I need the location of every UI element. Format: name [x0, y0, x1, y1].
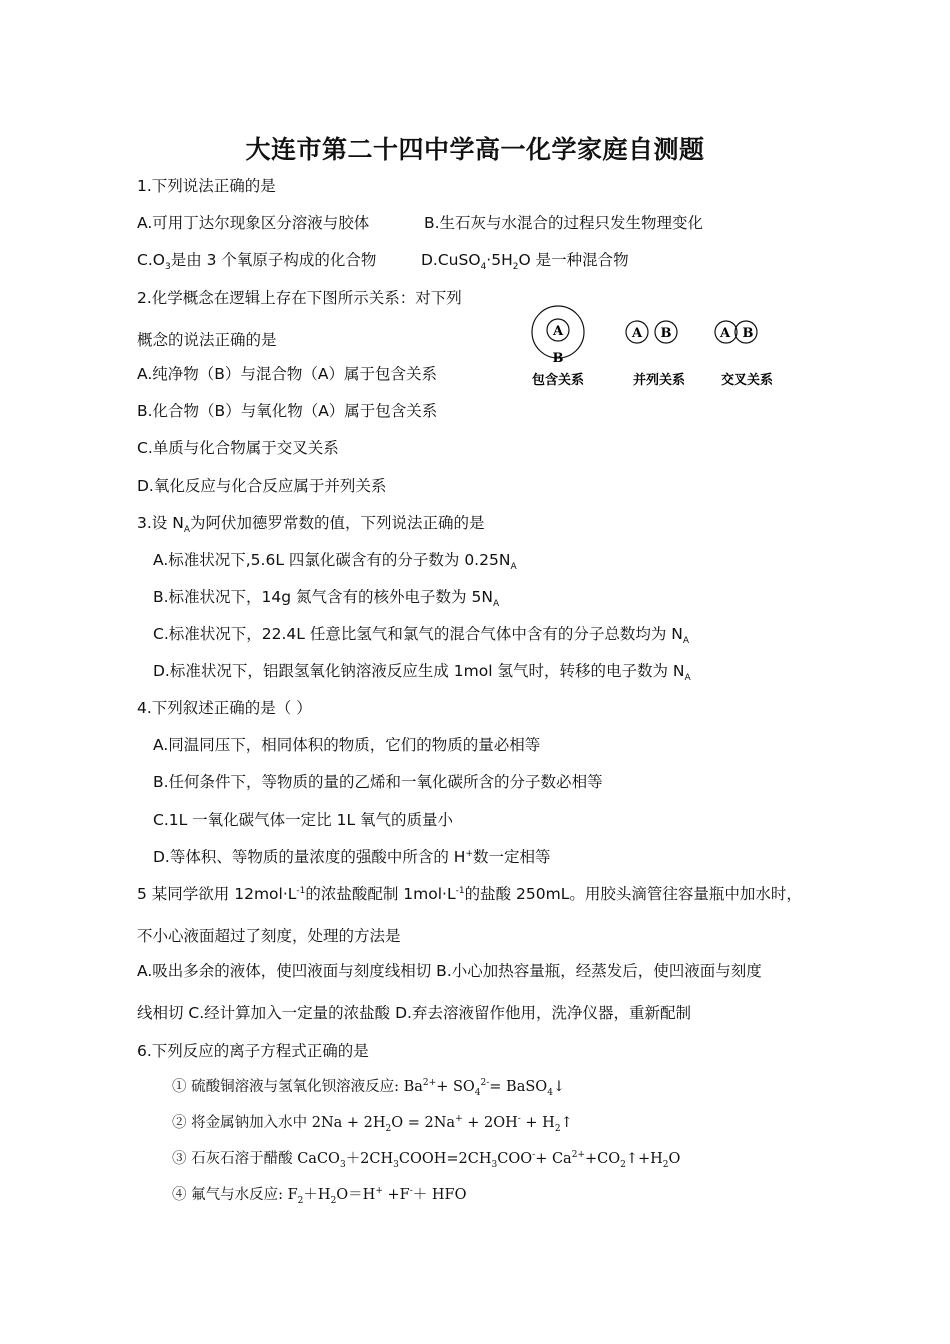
q1-option-d: $D.CuSO_4\cdot 5H_2O$ 是一种混合物: [421, 251, 629, 273]
q1-option-b: B.生石灰与水混合的过程只发生物理变化: [424, 214, 704, 232]
q5-line3: A.吸出多余的液体，使凹液面与刻度线相切 B.小心加热容量瓶，经蒸发后，使凹液面与刻度: [137, 962, 762, 980]
q4-option-d: D.等体积、等物质的量浓度的强酸中所含的 H+数一定相等: [153, 848, 551, 866]
q5-line2: 不小心液面超过了刻度，处理的方法是: [137, 927, 401, 945]
q3-option-a: A.标准状况下,5.6L 四氯化碳含有的分子数为 $0.25N_A$: [153, 551, 517, 573]
q5-line4: 线相切 C.经计算加入一定量的浓盐酸 D.弃去溶液留作他用，洗净仪器，重新配制: [137, 1004, 691, 1022]
relation-diagram: [520, 300, 810, 395]
q3-option-c: C.标准状况下，22.4L 任意比氢气和氯气的混合气体中含有的分子总数均为 $N_A$: [153, 625, 690, 647]
contain-label-b: B: [552, 351, 564, 366]
q3-option-b: B.标准状况下，14g 氮气含有的核外电子数为 $5N_A$: [153, 588, 500, 610]
containment-diagram: [532, 306, 584, 388]
q2-option-d: D.氧化反应与化合反应属于并列关系: [137, 477, 387, 495]
cross-label-a: A: [719, 326, 731, 341]
q2-stem-line2: 概念的说法正确的是: [137, 331, 277, 349]
q5-line1: 5 某同学欲用 $12mol\cdot L^{-1}$的浓盐酸配制 $1mol\cdot L^{-1}$的盐酸 250mL。用胶头滴管往容量瓶中加水时，: [137, 885, 802, 903]
q4-stem: 4.下列叙述正确的是（ ）: [137, 699, 312, 717]
q2-option-b: B.化合物（B）与氧化物（A）属于包含关系: [137, 402, 438, 420]
q6-stem: 6.下列反应的离子方程式正确的是: [137, 1042, 369, 1060]
q4-option-b: B.任何条件下，等物质的量的乙烯和一氧化碳所含的分子数必相等: [153, 773, 603, 791]
label-contain: 包含关系: [531, 373, 585, 388]
q6-equation-4: ④ 氟气与水反应: $F_2+H_2O=H^+ +F^-+$ HFO: [172, 1186, 467, 1206]
contain-label-a: A: [552, 324, 564, 339]
parallel-label-b: B: [660, 326, 672, 341]
cross-diagram: [715, 321, 773, 388]
q1-stem: 1.下列说法正确的是: [137, 177, 276, 195]
q6-equation-3: ③ 石灰石溶于醋酸 $CaCO_3+2CH_3COOH=2CH_3COO^-+$ $Ca^{2+}+CO_2↑+H_2O$: [172, 1150, 681, 1170]
q3-stem: 3.设 $N_A$为阿伏加德罗常数的值，下列说法正确的是: [137, 514, 485, 536]
page-title: 大连市第二十四中学高一化学家庭自测题: [245, 135, 705, 164]
q2-option-a: A.纯净物（B）与混合物（A）属于包含关系: [137, 365, 437, 383]
parallel-diagram: [626, 321, 685, 388]
parallel-label-a: A: [631, 326, 643, 341]
q2-stem-line1: 2.化学概念在逻辑上存在下图所示关系：对下列: [137, 289, 462, 307]
q3-option-d: D.标准状况下，铝跟氢氧化钠溶液反应生成 1mol 氢气时，转移的电子数为 $N_A$: [153, 662, 691, 684]
q4-option-a: A.同温同压下，相同体积的物质，它们的物质的量必相等: [153, 736, 541, 754]
label-parallel: 并列关系: [632, 373, 686, 388]
q4-option-c: C.1L 一氧化碳气体一定比 1L 氧气的质量小: [153, 811, 454, 829]
label-cross: 交叉关系: [720, 373, 774, 388]
q6-equation-1: ① 硫酸铜溶液与氢氧化钡溶液反应: $Ba^{2+}+ SO_4^{2-}=$ BaSO$_4$↓: [172, 1078, 566, 1098]
q6-equation-2: ② 将金属钠加入水中 $2Na + 2H_2O = 2Na^+ + 2OH^-$ + $H_2↑$: [172, 1114, 573, 1134]
cross-label-b: B: [742, 326, 754, 341]
q1-option-a: A.可用丁达尔现象区分溶液与胶体: [137, 214, 370, 232]
q2-option-c: C.单质与化合物属于交叉关系: [137, 439, 339, 457]
q1-option-c: $C.O_3$是由 3 个氧原子构成的化合物: [137, 251, 377, 273]
